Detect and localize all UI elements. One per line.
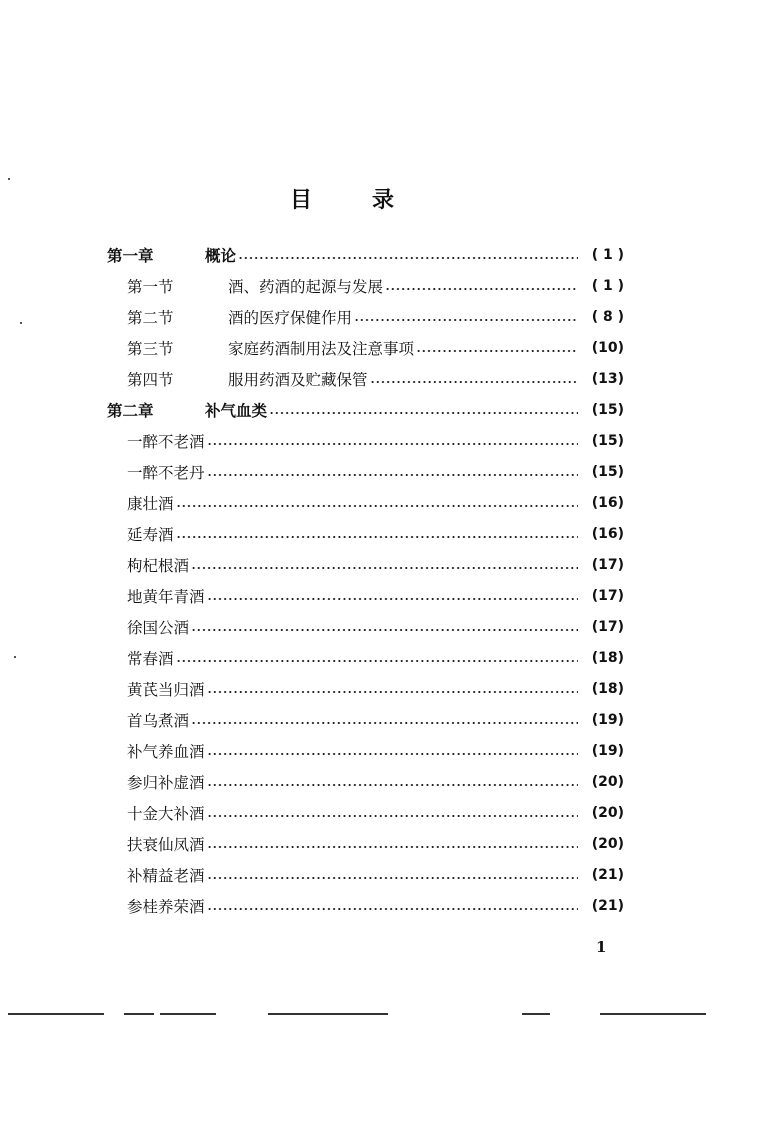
dot-leader xyxy=(207,598,578,600)
entry-title: 徐国公酒 xyxy=(127,619,190,637)
chapter-label: 第二章 xyxy=(107,402,154,420)
entry-page: (16) xyxy=(591,495,624,511)
toc-entry-item xyxy=(127,614,624,640)
entry-title: 服用药酒及贮藏保管 xyxy=(228,371,368,389)
entry-page: ( 8 ) xyxy=(591,309,624,325)
toc-entry-item xyxy=(127,831,624,857)
dot-leader xyxy=(416,350,578,352)
dot-leader xyxy=(176,505,578,507)
heading-char-1: 目 xyxy=(290,188,313,213)
toc-entry-item xyxy=(127,676,624,702)
entry-page: (10) xyxy=(591,340,624,356)
toc-entry-item xyxy=(127,490,624,516)
toc-entry-section xyxy=(127,366,624,392)
entry-page: (18) xyxy=(591,681,624,697)
toc-entry-item xyxy=(127,552,624,578)
entry-title: 一醉不老丹 xyxy=(127,464,205,482)
entry-page: (17) xyxy=(591,619,624,635)
entry-title: 概论 xyxy=(205,247,237,265)
scan-edge-line xyxy=(8,1013,104,1015)
scan-speck xyxy=(8,178,10,180)
dot-leader xyxy=(191,722,578,724)
entry-page: (19) xyxy=(591,743,624,759)
toc-entry-chapter xyxy=(107,397,624,423)
entry-page: (13) xyxy=(591,371,624,387)
dot-leader xyxy=(238,257,578,259)
section-label: 第四节 xyxy=(127,371,174,389)
section-label: 第三节 xyxy=(127,340,174,358)
scan-edge-line xyxy=(124,1013,154,1015)
entry-title: 一醉不老酒 xyxy=(127,433,205,451)
entry-title: 枸杞根酒 xyxy=(127,557,190,575)
dot-leader xyxy=(385,288,578,290)
scan-edge-line xyxy=(160,1013,216,1015)
entry-title: 家庭药酒制用法及注意事项 xyxy=(228,340,415,358)
dot-leader xyxy=(207,846,578,848)
entry-page: (20) xyxy=(591,805,624,821)
toc-entry-item xyxy=(127,800,624,826)
scan-edge-line xyxy=(600,1013,706,1015)
entry-page: ( 1 ) xyxy=(591,278,624,294)
entry-page: (21) xyxy=(591,898,624,914)
entry-title: 黄芪当归酒 xyxy=(127,681,205,699)
toc-entry-chapter xyxy=(107,242,624,268)
entry-title: 酒、药酒的起源与发展 xyxy=(228,278,384,296)
entry-title: 补精益老酒 xyxy=(127,867,205,885)
entry-page: ( 1 ) xyxy=(591,247,624,263)
dot-leader xyxy=(207,815,578,817)
toc-entry-item xyxy=(127,521,624,547)
dot-leader xyxy=(207,443,578,445)
scan-speck xyxy=(14,656,16,658)
scan-edge-line xyxy=(522,1013,550,1015)
dot-leader xyxy=(176,536,578,538)
entry-title: 康壮酒 xyxy=(127,495,174,513)
dot-leader xyxy=(176,660,578,662)
entry-title: 扶衰仙凤酒 xyxy=(127,836,205,854)
dot-leader xyxy=(207,908,578,910)
chapter-label: 第一章 xyxy=(107,247,154,265)
entry-title: 延寿酒 xyxy=(127,526,174,544)
entry-page: (15) xyxy=(591,464,624,480)
toc-heading xyxy=(0,183,777,213)
entry-page: (17) xyxy=(591,588,624,604)
entry-title: 十金大补酒 xyxy=(127,805,205,823)
dot-leader xyxy=(370,381,578,383)
entry-page: (15) xyxy=(591,433,624,449)
dot-leader xyxy=(207,753,578,755)
entry-title: 参归补虚酒 xyxy=(127,774,205,792)
scan-speck xyxy=(20,322,22,324)
entry-title: 补气血类 xyxy=(205,402,268,420)
toc-entry-item xyxy=(127,459,624,485)
toc-entry-section xyxy=(127,335,624,361)
dot-leader xyxy=(207,877,578,879)
toc-entry-item xyxy=(127,769,624,795)
entry-page: (19) xyxy=(591,712,624,728)
dot-leader xyxy=(191,567,578,569)
entry-page: (20) xyxy=(591,836,624,852)
entry-page: (16) xyxy=(591,526,624,542)
toc-entry-item xyxy=(127,893,624,919)
entry-title: 酒的医疗保健作用 xyxy=(228,309,353,327)
dot-leader xyxy=(207,691,578,693)
section-label: 第二节 xyxy=(127,309,174,327)
toc-entry-section xyxy=(127,304,624,330)
section-label: 第一节 xyxy=(127,278,174,296)
toc-entry-item xyxy=(127,862,624,888)
entry-title: 参桂养荣酒 xyxy=(127,898,205,916)
entry-title: 补气养血酒 xyxy=(127,743,205,761)
entry-page: (21) xyxy=(591,867,624,883)
heading-char-2: 录 xyxy=(372,188,395,213)
dot-leader xyxy=(354,319,578,321)
dot-leader xyxy=(191,629,578,631)
entry-title: 地黄年青酒 xyxy=(127,588,205,606)
dot-leader xyxy=(207,474,578,476)
toc-entry-item xyxy=(127,645,624,671)
entry-page: (18) xyxy=(591,650,624,666)
toc-entry-item xyxy=(127,583,624,609)
entry-page: (17) xyxy=(591,557,624,573)
entry-title: 常春酒 xyxy=(127,650,174,668)
entry-title: 首乌煮酒 xyxy=(127,712,190,730)
scan-edge-line xyxy=(268,1013,388,1015)
toc-entry-item xyxy=(127,428,624,454)
dot-leader xyxy=(269,412,578,414)
entry-page: (20) xyxy=(591,774,624,790)
page-number: 1 xyxy=(596,938,607,956)
dot-leader xyxy=(207,784,578,786)
toc-entry-section xyxy=(127,273,624,299)
toc-entry-item xyxy=(127,707,624,733)
entry-page: (15) xyxy=(591,402,624,418)
toc-entry-item xyxy=(127,738,624,764)
